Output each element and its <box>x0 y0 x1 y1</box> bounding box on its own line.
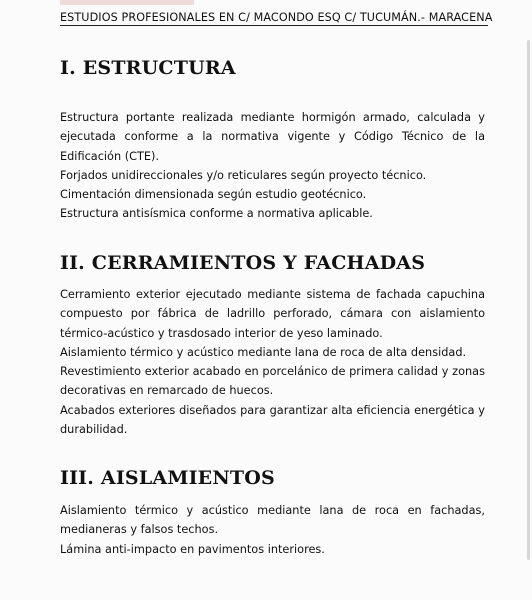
section-heading-estructura: I. ESTRUCTURA <box>60 57 236 79</box>
section-heading-aislamientos: III. AISLAMIENTOS <box>60 467 275 489</box>
paragraph: Estructura antisísmica conforme a normativa aplicable. <box>60 207 373 221</box>
paragraph: Aislamiento térmico y acústico mediante lana de roca en fachadas, medianeras y falsos techos. <box>60 504 485 537</box>
scrollbar[interactable] <box>527 40 530 560</box>
paragraph: Estructura portante realizada mediante hormigón armado, calculada y ejecutada conforme a la normativa vigente y Código Técnico de la Edificación (CTE). <box>60 111 485 163</box>
section-body-aislamientos <box>60 501 485 559</box>
paragraph: Cerramiento exterior ejecutado mediante sistema de fachada capuchina compuesto por fábrica de ladrillo perforado, cámara con aislamiento térmico-acústico y trasdosado interior de yeso laminado. <box>60 288 485 340</box>
top-tab-decoration <box>60 0 194 5</box>
paragraph: Lámina anti-impacto en pavimentos interiores. <box>60 542 325 556</box>
paragraph: Revestimiento exterior acabado en porcelánico de primera calidad y zonas decorativas en remarcado de huecos. <box>60 365 485 398</box>
paragraph: Cimentación dimensionada según estudio geotécnico. <box>60 188 367 202</box>
paragraph: Acabados exteriores diseñados para garantizar alta eficiencia energética y durabilidad. <box>60 403 485 437</box>
paragraph: Aislamiento térmico y acústico mediante lana de roca de alta densidad. <box>60 345 467 359</box>
document-header: ESTUDIOS PROFESIONALES EN C/ MACONDO ESQ C/ TUCUMÁN.- MARACENA <box>60 11 493 24</box>
section-heading-cerramientos: II. CERRAMIENTOS Y FACHADAS <box>60 252 426 274</box>
paragraph: Forjados unidireccionales y/o reticulares según proyecto técnico. <box>60 168 427 182</box>
section-body-estructura <box>60 108 485 224</box>
section-body-cerramientos <box>60 285 485 439</box>
